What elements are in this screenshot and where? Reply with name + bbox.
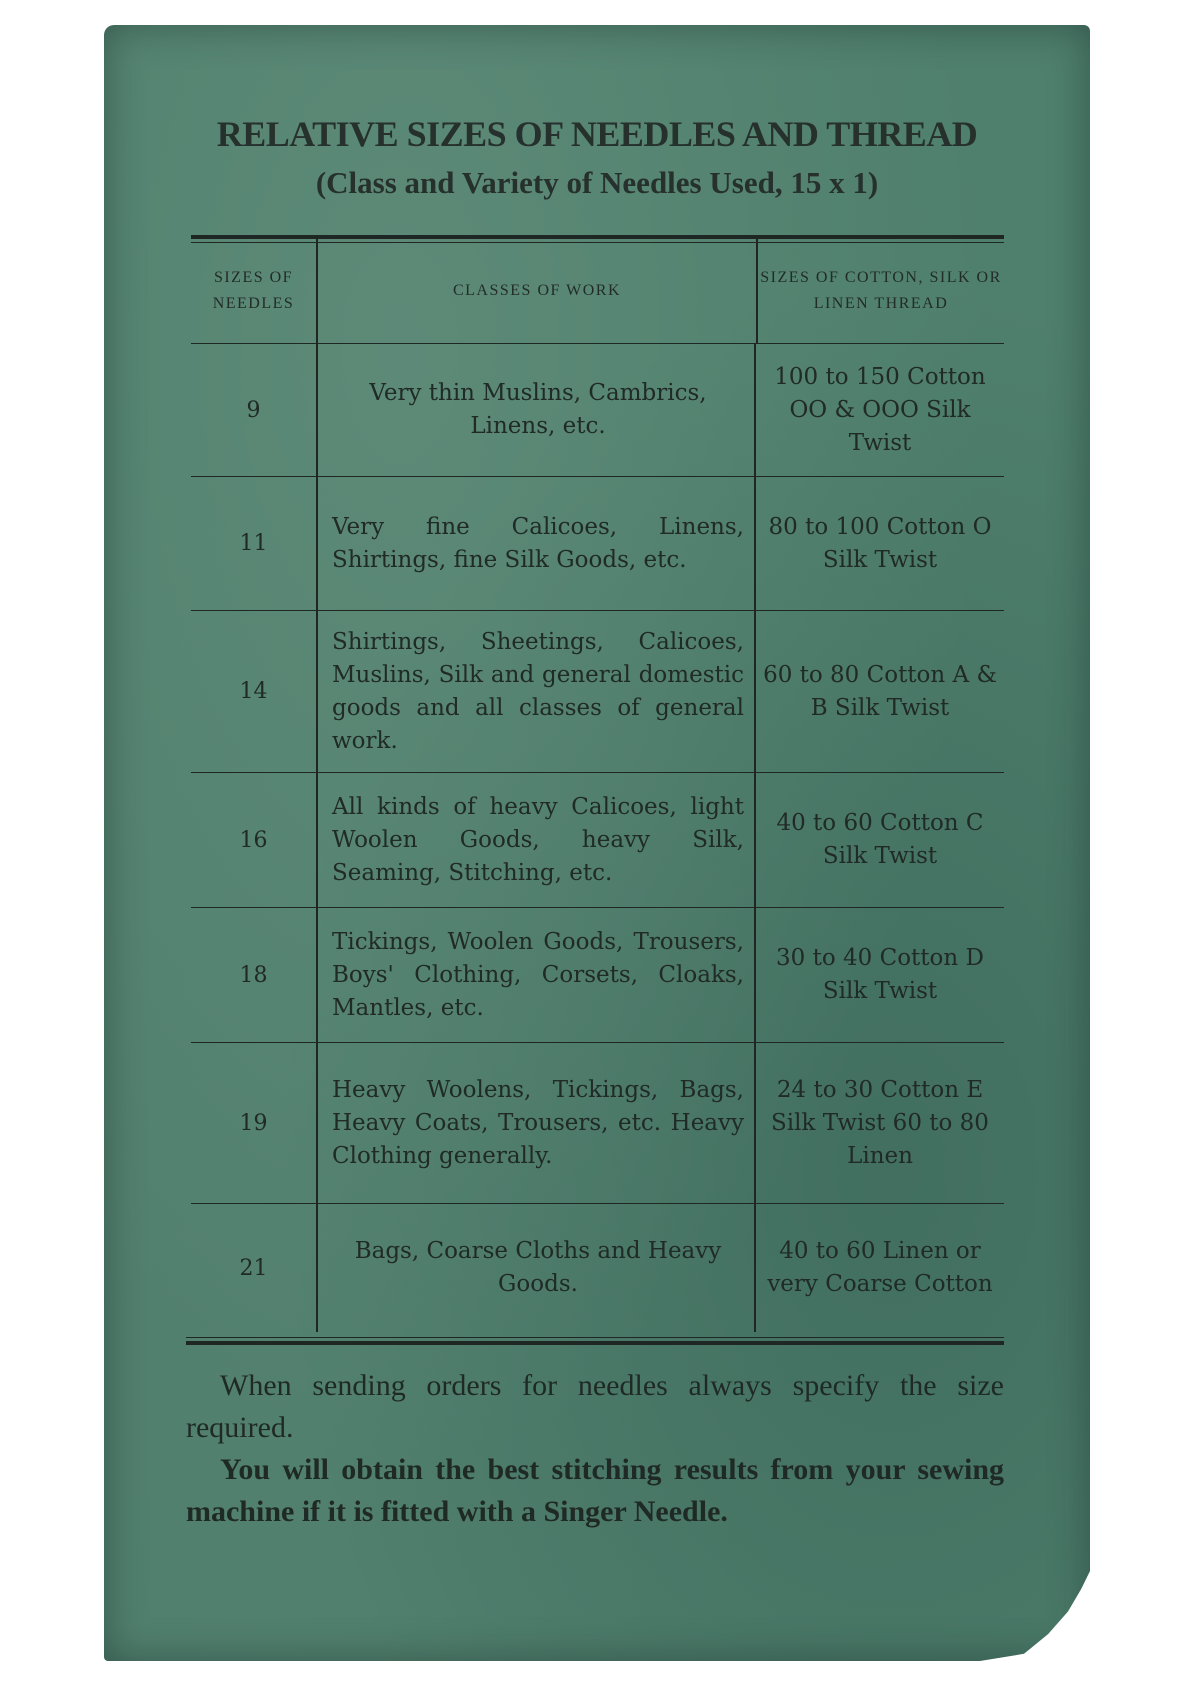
needle-size: 21 [191,1204,318,1332]
work-class: Tickings, Woolen Goods, Trousers, Boys' Clothing, Corsets, Cloaks, Mantles, etc. [318,908,756,1042]
work-class: Shirtings, Sheetings, Calicoes, Muslins, Silk and general domestic goods and all classes of general work. [318,611,756,772]
work-class: All kinds of heavy Calicoes, light Woolen Goods, heavy Silk, Seaming, Stitching, etc. [318,773,756,907]
needle-size: 9 [191,344,318,476]
needle-thread-table [191,235,1004,1332]
booklet-page [104,25,1090,1661]
needle-size: 11 [191,477,318,610]
thread-size: 30 to 40 Cotton D Silk Twist [776,945,984,1004]
table-row [191,1043,1004,1204]
needle-size: 19 [191,1043,318,1203]
table-bottom-rule [186,1341,1004,1345]
thread-size: 60 to 80 Cotton A & B Silk Twist [763,661,997,721]
thread-size: 100 to 150 Cotton OO & OOO Silk Twist [774,363,986,456]
thread-size: 40 to 60 Cotton C Silk Twist [776,810,984,869]
thread-size: 80 to 100 Cotton O Silk Twist [768,513,992,573]
torn-corner [980,1571,1090,1661]
table-row [191,611,1004,773]
thread-size: 40 to 60 Linen or very Coarse Cotton [767,1238,993,1297]
work-class: Very thin Muslins, Cambrics, Linens, etc. [318,344,756,476]
table-row [191,773,1004,908]
header-classes: CLASSES OF WORK [318,239,758,343]
order-note: When sending orders for needles always specify the size required. [186,1369,1004,1444]
table-row [191,1204,1004,1332]
needle-size: 18 [191,908,318,1042]
needle-size: 14 [191,611,318,772]
work-class: Very fine Calicoes, Linens, Shirtings, fine Silk Goods, etc. [318,477,756,610]
work-class: Heavy Woolens, Tickings, Bags, Heavy Coats, Trousers, etc. Heavy Clothing generally. [318,1043,756,1203]
table-row [191,908,1004,1043]
work-class: Bags, Coarse Cloths and Heavy Goods. [318,1204,756,1332]
singer-advice: You will obtain the best stitching results from your sewing machine if it is fitted with a Singer Needle. [186,1453,1004,1528]
page-title: RELATIVE SIZES OF NEEDLES AND THREAD [216,114,978,154]
needle-size: 16 [191,773,318,907]
table-row [191,344,1004,477]
page-subtitle: (Class and Variety of Needles Used, 15 x 1) [315,165,879,200]
table-row [191,477,1004,611]
table-header [191,239,1004,344]
thread-size: 24 to 30 Cotton E Silk Twist 60 to 80 Linen [771,1076,989,1169]
header-thread: SIZES OF COTTON, SILK OR LINEN THREAD [760,269,1002,312]
header-sizes: SIZES OF NEEDLES [191,239,318,343]
